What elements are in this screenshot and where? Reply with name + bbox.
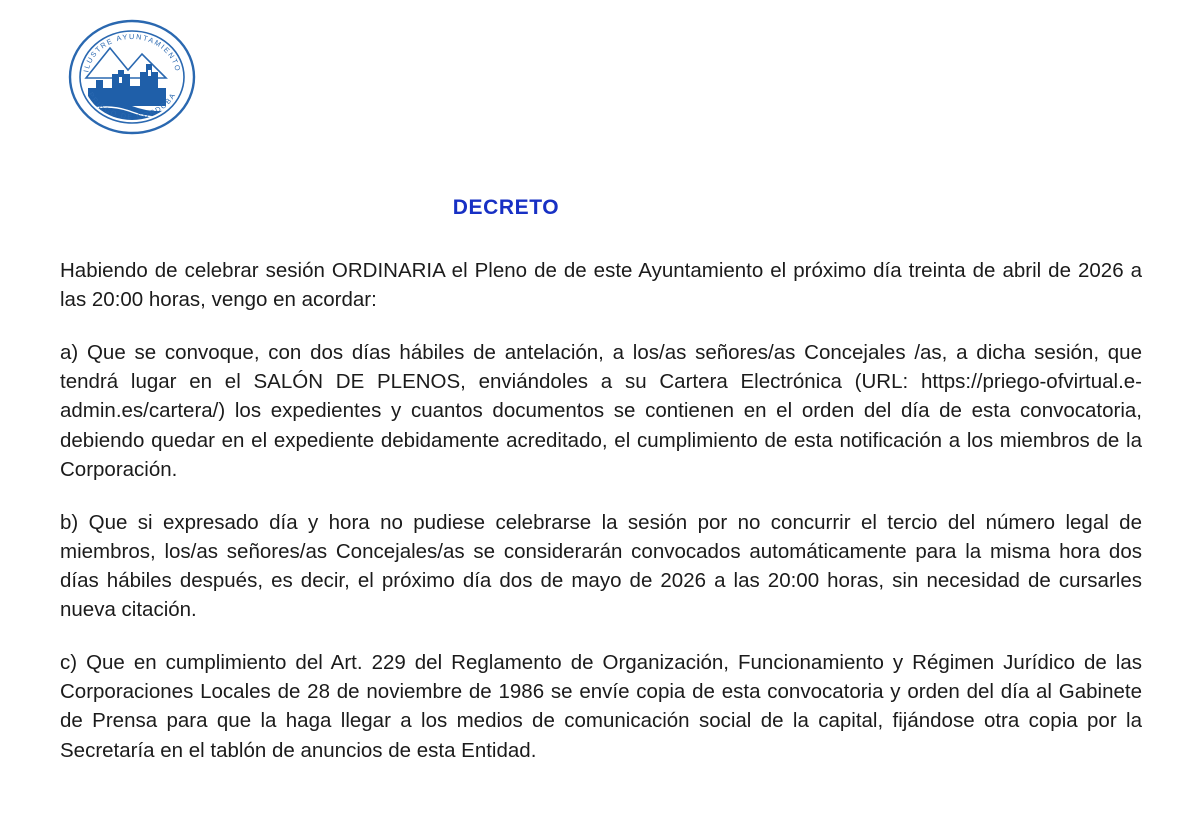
paragraph-c: c) Que en cumplimiento del Art. 229 del Reglamento de Organización, Funcionamiento y Régimen Jurídico de las Corporaciones Locales de 28 de noviembre de 1986 se envíe copia de esta convocatoria y orden del día al Gabinete de Prensa para que la haga llegar a los medios de comunicación social de la capital, fijándose otra copia por la Secretaría en el tablón de anuncios de esta Entidad.	[60, 651, 1142, 762]
paragraph-intro: Habiendo de celebrar sesión ORDINARIA el Pleno de de este Ayuntamiento el próximo día treinta de abril de 2026 a las 20:00 horas, vengo en acordar:	[60, 259, 1142, 312]
paragraph-a: a) Que se convoque, con dos días hábiles de antelación, a los/as señores/as Concejales /as, a dicha sesión, que tendrá lugar en el SALÓN DE PLENOS, enviándoles a su Cartera Electrónica (URL: https://priego-ofvirtual.e-admin.es/cartera/) los expedientes y cuantos documentos se contienen en el orden del día de esta convocatoria, debiendo quedar en el expediente debidamente acreditado, el cumplimiento de esta notificación a los miembros de la Corporación.	[60, 341, 1142, 481]
letterhead-seal	[62, 14, 202, 140]
svg-text:PRIEGO DE CORDOBA: PRIEGO DE CORDOBA	[86, 90, 178, 122]
paragraph-b: b) Que si expresado día y hora no pudiese celebrarse la sesión por no concurrir el tercio del número legal de miembros, los/as señores/as Concejales/as se considerarán convocados automáticamente para la misma hora dos días hábiles después, es decir, el próximo día dos de mayo de 2026 a las 20:00 horas, sin necesidad de cursarles nueva citación.	[60, 510, 1142, 622]
city-coat-of-arms-seal-icon	[62, 14, 202, 140]
svg-text:ILUSTRE AYUNTAMIENTO: ILUSTRE AYUNTAMIENTO	[81, 31, 183, 74]
document-body	[60, 196, 1142, 765]
document-title: DECRETO	[452, 196, 560, 219]
